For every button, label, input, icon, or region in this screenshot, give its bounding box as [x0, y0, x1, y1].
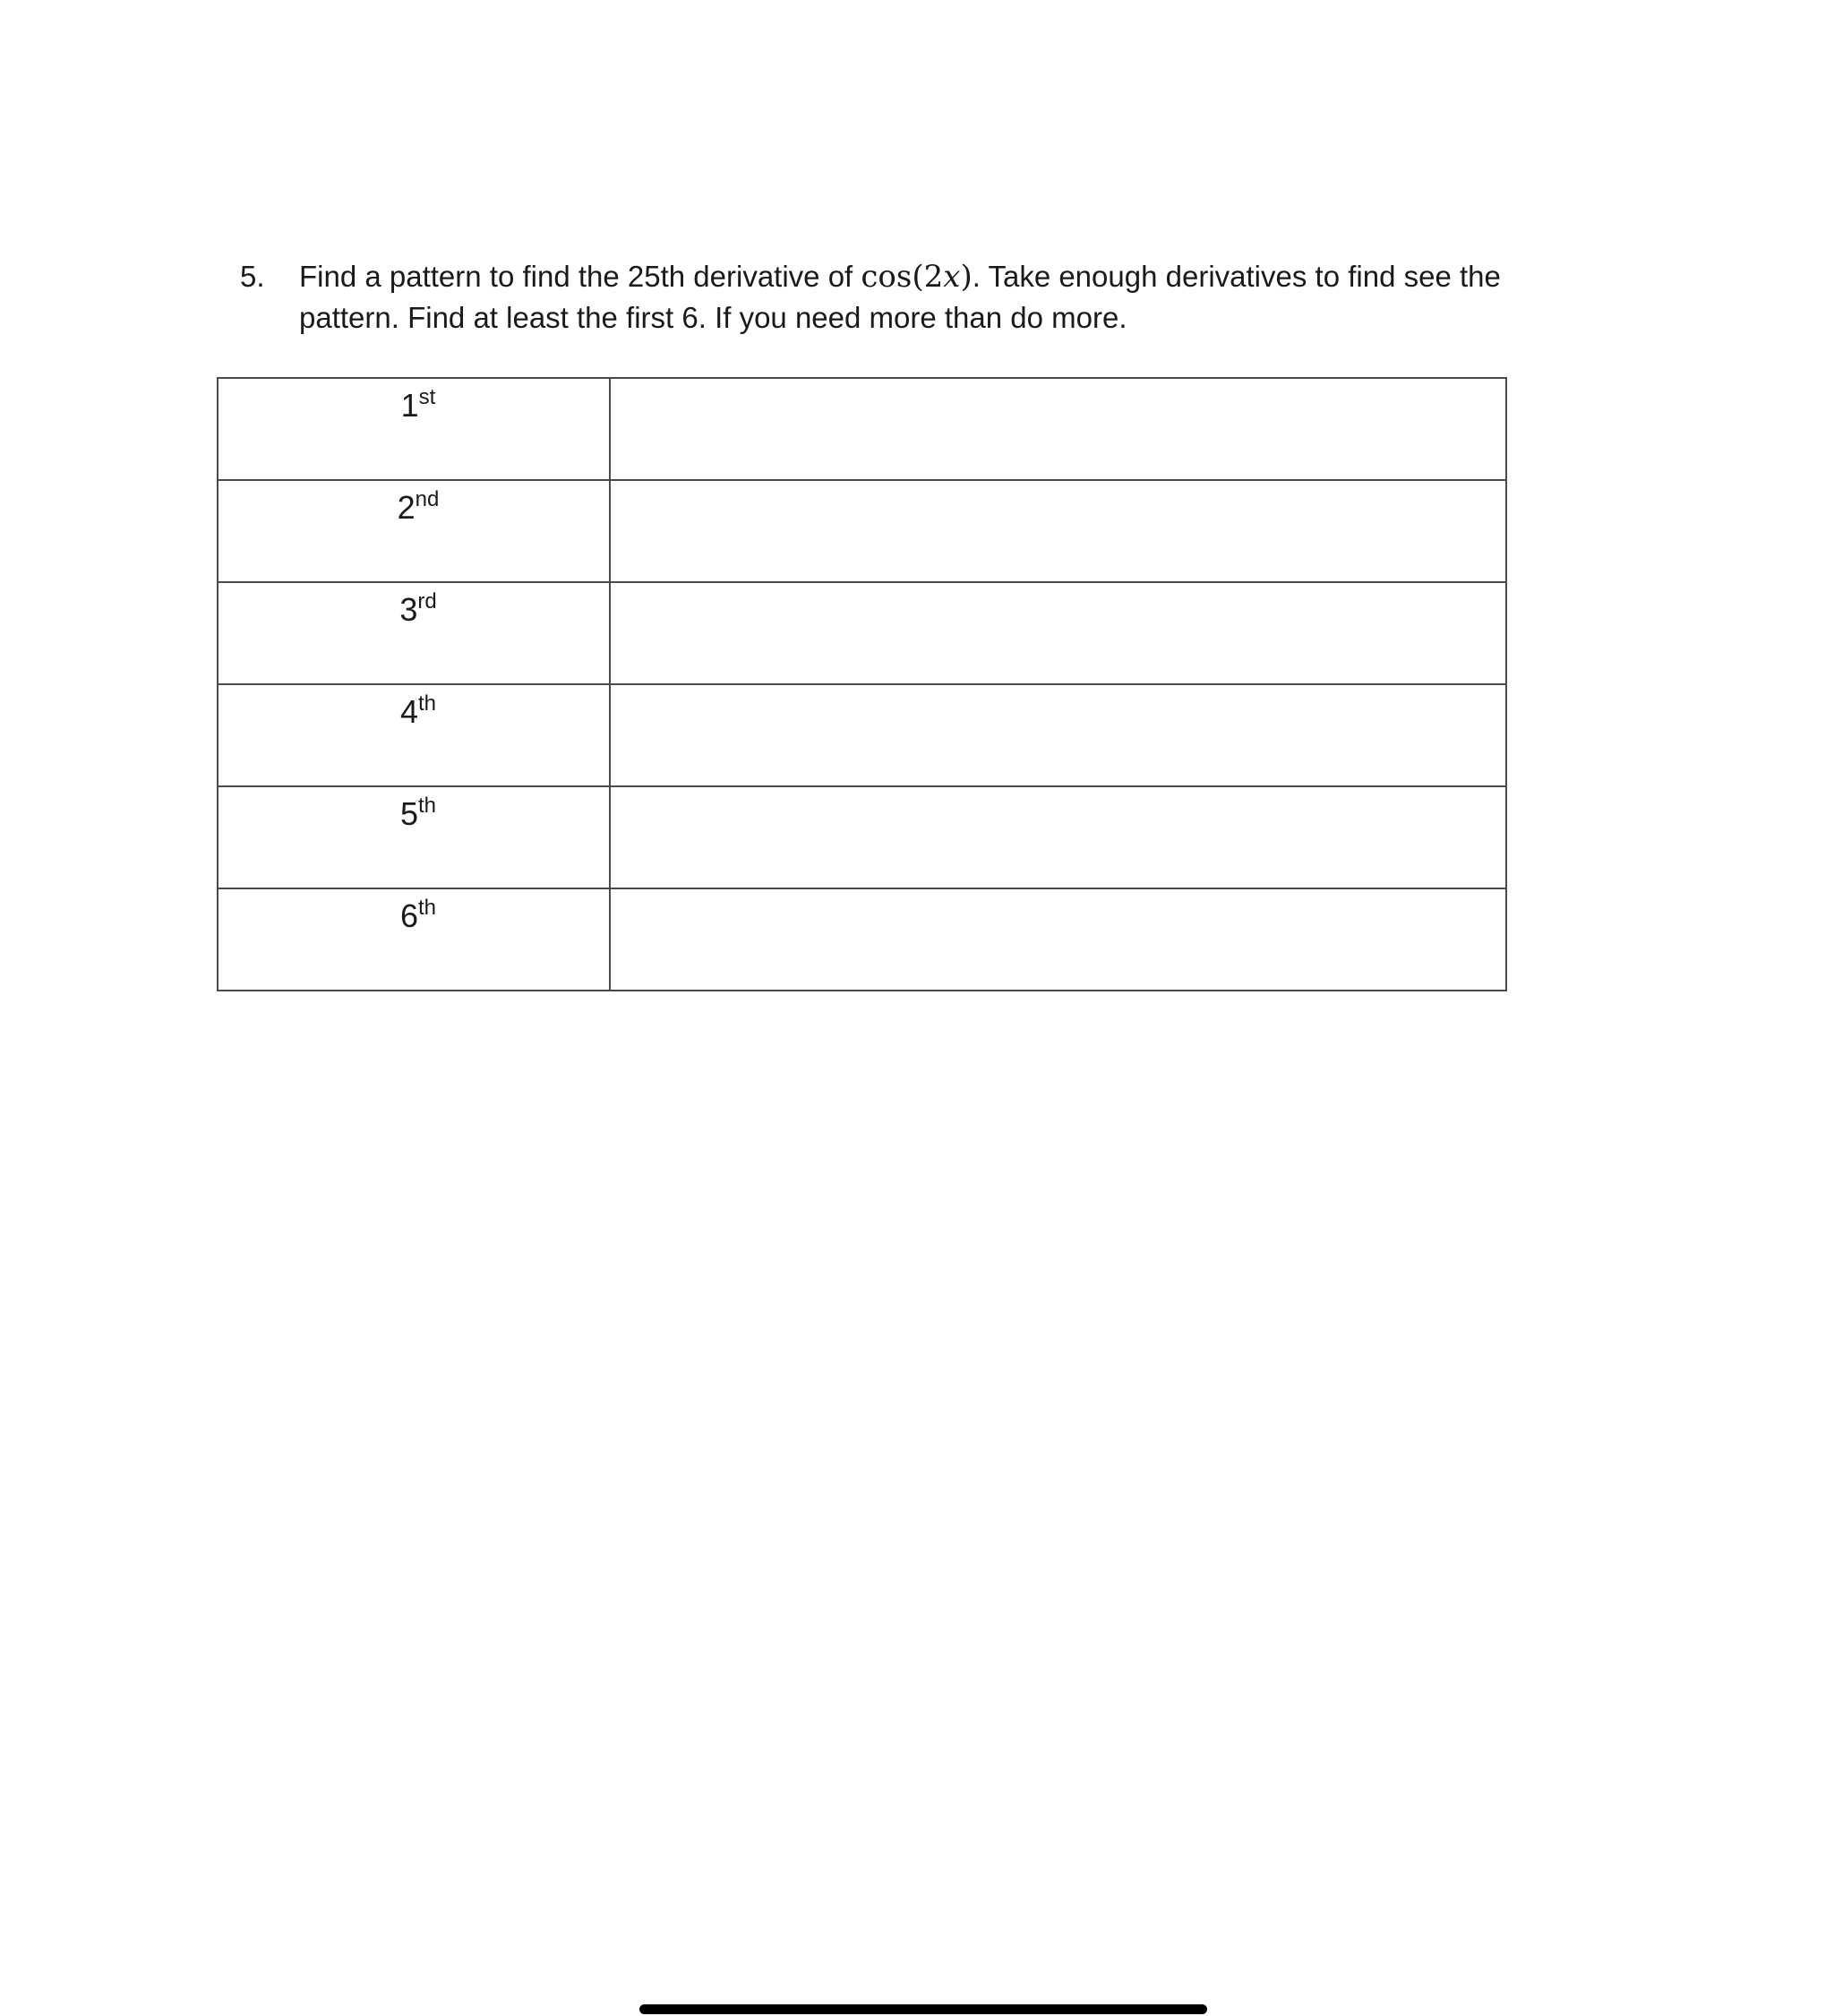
- order-suffix: nd: [415, 487, 440, 511]
- order-number: 5: [399, 795, 418, 832]
- derivative-order-label: [401, 386, 436, 425]
- table-row: [218, 480, 1506, 582]
- table-row: [218, 378, 1506, 480]
- order-number: 1: [400, 387, 419, 424]
- derivative-order-label: [400, 794, 436, 834]
- table-row: [218, 888, 1506, 991]
- derivative-label-cell: [218, 582, 610, 684]
- math-variable: x: [943, 259, 961, 295]
- order-suffix: th: [418, 896, 437, 920]
- derivative-order-label: [400, 692, 436, 732]
- derivative-order-label: [399, 590, 436, 630]
- question-text: [299, 256, 1589, 338]
- table-row: [218, 786, 1506, 888]
- order-number: 4: [399, 693, 418, 730]
- question-text-part-2: . Take enough derivatives to find see the pattern. Find at least the first 6. If you need more than do more.: [299, 260, 1501, 334]
- question-number: 5.: [240, 260, 265, 293]
- derivative-label-cell: [218, 888, 610, 991]
- order-suffix: st: [418, 385, 436, 409]
- order-suffix: th: [418, 691, 437, 716]
- order-number: 6: [399, 897, 418, 934]
- derivative-answer-cell[interactable]: [610, 378, 1506, 480]
- derivative-answer-cell[interactable]: [610, 786, 1506, 888]
- derivative-label-cell: [218, 378, 610, 480]
- home-indicator-bar[interactable]: [639, 2004, 1207, 2014]
- derivative-label-cell: [218, 786, 610, 888]
- derivative-answer-cell[interactable]: [610, 684, 1506, 786]
- derivative-label-cell: [218, 480, 610, 582]
- order-number: 2: [397, 489, 416, 526]
- derivative-table: [217, 377, 1507, 991]
- derivative-label-cell: [218, 684, 610, 786]
- math-expression: [861, 259, 972, 295]
- order-suffix: rd: [417, 589, 437, 613]
- question-text-part-1: Find a pattern to find the 25th derivative of: [299, 260, 861, 293]
- table-row: [218, 684, 1506, 786]
- derivative-answer-cell[interactable]: [610, 582, 1506, 684]
- derivative-answer-cell[interactable]: [610, 888, 1506, 991]
- derivative-answer-cell[interactable]: [610, 480, 1506, 582]
- math-open: (2: [912, 259, 944, 295]
- math-function: cos: [861, 259, 913, 295]
- order-suffix: th: [418, 794, 437, 818]
- table-row: [218, 582, 1506, 684]
- math-close: ): [960, 259, 973, 295]
- derivative-order-label: [398, 488, 440, 528]
- order-number: 3: [399, 591, 418, 628]
- derivative-order-label: [400, 896, 436, 936]
